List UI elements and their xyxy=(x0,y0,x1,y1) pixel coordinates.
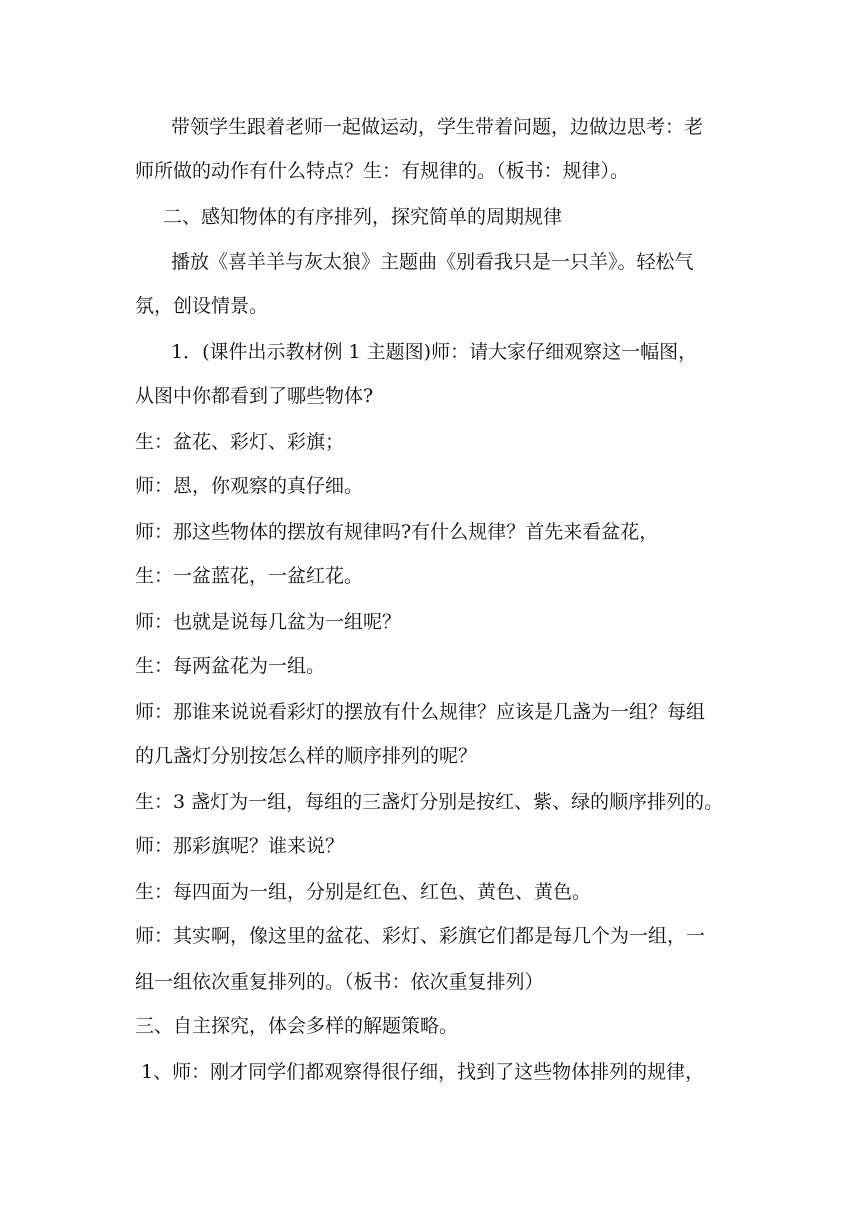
dialogue-line-2: 师：恩，你观察的真仔细。 xyxy=(135,475,364,497)
dialogue-line-5: 师：也就是说每几盆为一组呢？ xyxy=(135,611,402,633)
dialogue-line-10: 师：那彩旗呢？谁来说？ xyxy=(135,835,345,857)
paragraph-line-1: 带领学生跟着老师一起做运动，学生带着问题，边做边思考：老 xyxy=(171,116,704,138)
dialogue-line-1: 生：盆花、彩灯、彩旗； xyxy=(135,431,345,453)
dialogue-line-9: 生：3 盏灯为一组，每组的三盏灯分别是按红、紫、绿的顺序排列的。 xyxy=(135,791,724,813)
dialogue-line-7: 师：那谁来说说看彩灯的摆放有什么规律？应该是几盏为一组？每组 xyxy=(135,701,706,723)
paragraph-line-7: 1、师：刚才同学们都观察得很仔细，找到了这些物体排列的规律， xyxy=(141,1061,705,1083)
section-heading-3: 三、自主探究，体会多样的解题策略。 xyxy=(135,1015,459,1037)
dialogue-line-6: 生：每两盆花为一组。 xyxy=(135,655,326,677)
paragraph-line-6: 从图中你都看到了哪些物体? xyxy=(135,385,374,407)
dialogue-line-3: 师：那这些物体的摆放有规律吗?有什么规律？首先来看盆花， xyxy=(135,521,659,543)
dialogue-line-8: 的几盏灯分别按怎么样的顺序排列的呢？ xyxy=(135,745,478,767)
paragraph-line-5: 1．(课件出示教材例 1 主题图)师：请大家仔细观察这一幅图， xyxy=(171,341,698,363)
paragraph-line-4: 氛，创设情景。 xyxy=(135,295,269,317)
section-heading-2: 二、感知物体的有序排列，探究简单的周期规律 xyxy=(163,206,563,228)
dialogue-line-12: 师：其实啊，像这里的盆花、彩灯、彩旗它们都是每几个为一组，一 xyxy=(135,925,706,947)
dialogue-line-13: 组一组依次重复排列的。（板书：依次重复排列） xyxy=(135,971,544,993)
dialogue-line-4: 生：一盆蓝花，一盆红花。 xyxy=(135,565,364,587)
dialogue-line-11: 生：每四面为一组，分别是红色、红色、黄色、黄色。 xyxy=(135,881,592,903)
paragraph-line-3: 播放《喜羊羊与灰太狼》主题曲《别看我只是一只羊》。轻松气 xyxy=(171,251,694,273)
paragraph-line-2: 师所做的动作有什么特点？生：有规律的。（板书：规律）。 xyxy=(135,160,630,182)
